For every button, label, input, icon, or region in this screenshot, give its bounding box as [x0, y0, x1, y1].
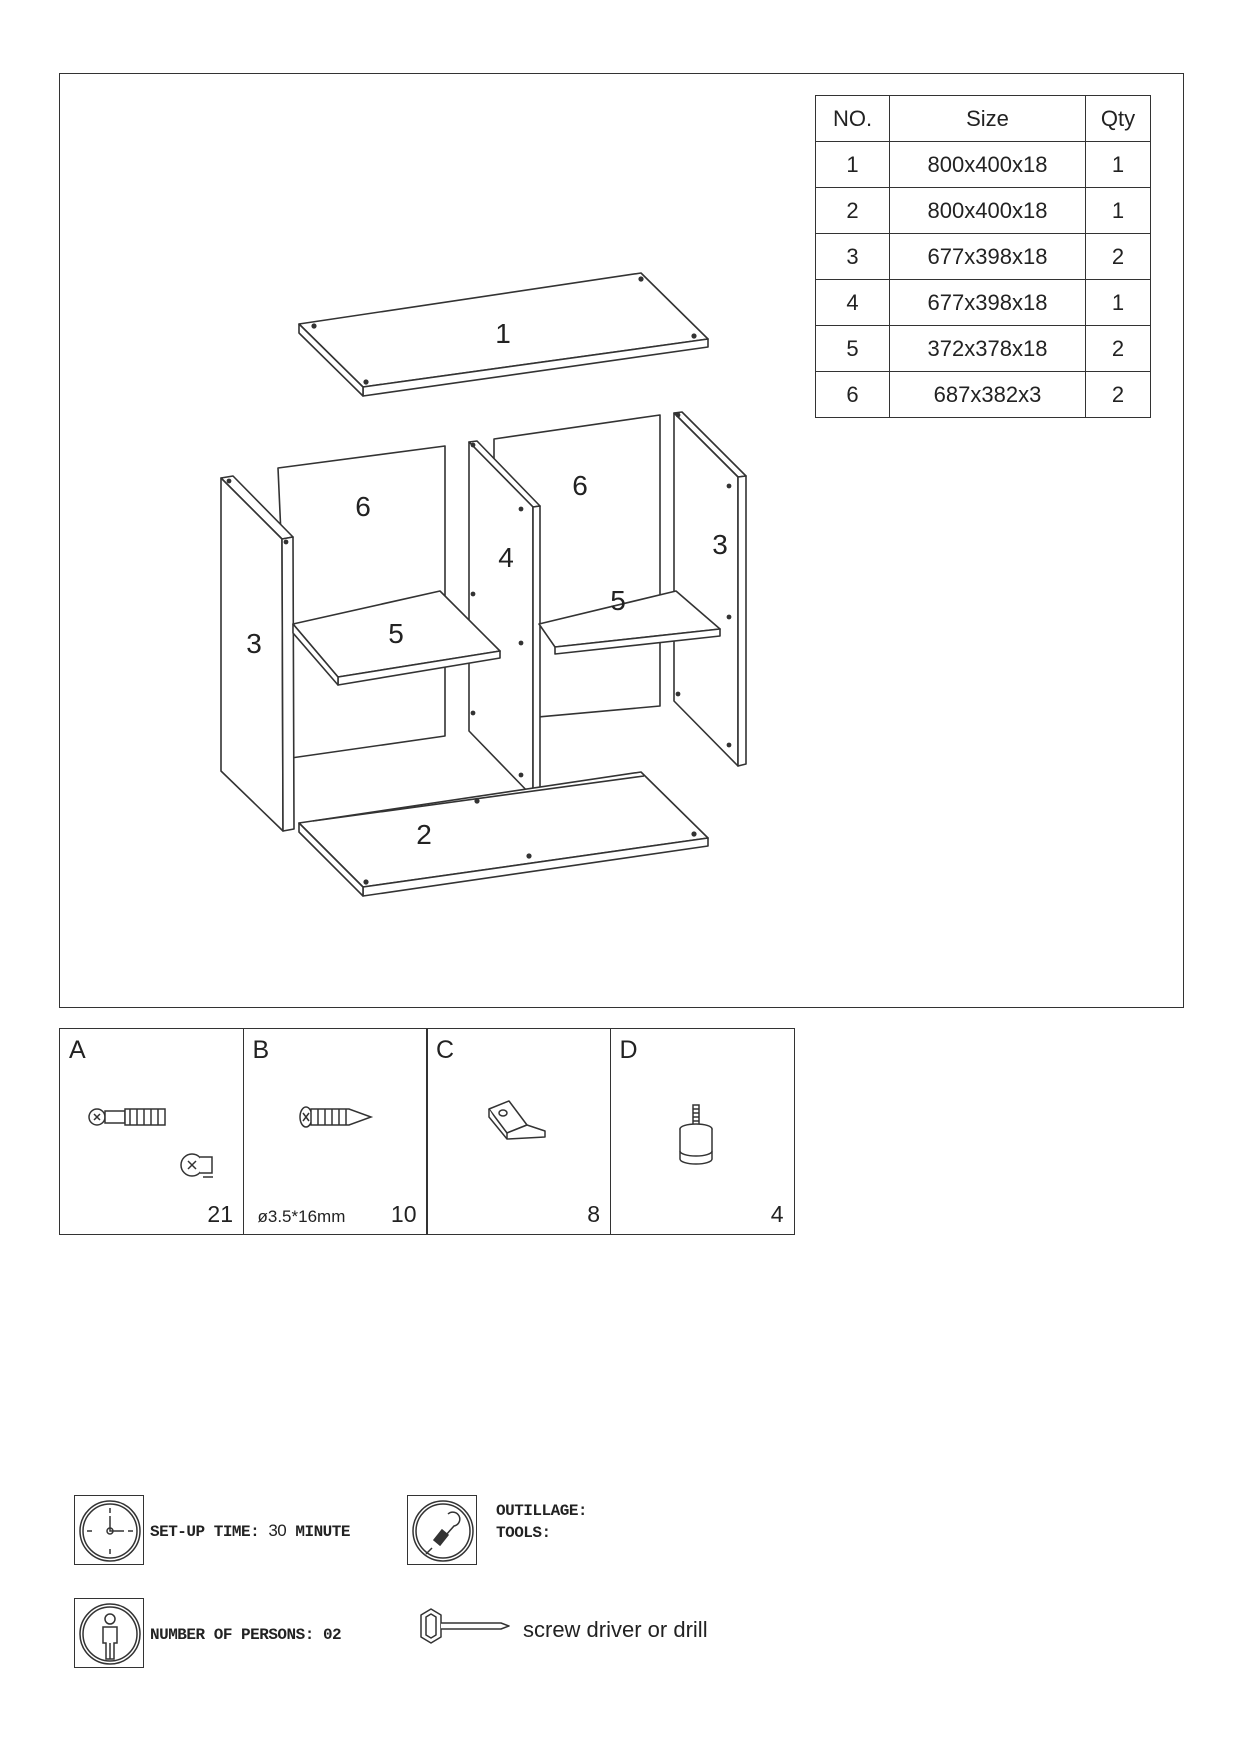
- screwdriver-icon: [418, 1605, 518, 1657]
- hardware-letter: C: [436, 1036, 455, 1064]
- hardware-qty: 21: [207, 1201, 233, 1227]
- label-right-side: 3: [712, 529, 728, 560]
- hardware-item-d: [610, 1028, 795, 1235]
- cell-qty: 1: [1086, 280, 1151, 326]
- persons-value: 02: [322, 1626, 342, 1644]
- tools-heading: [496, 1500, 587, 1544]
- cell-no: 4: [816, 280, 890, 326]
- cell-size: 372x378x18: [890, 326, 1086, 372]
- adjustable-foot-icon: [611, 1029, 796, 1236]
- setup-time: [150, 1521, 350, 1541]
- table-row: [816, 372, 1151, 418]
- table-row: [816, 326, 1151, 372]
- hardware-letter: B: [252, 1036, 270, 1064]
- label-top: 1: [495, 318, 511, 349]
- cell-no: 3: [816, 234, 890, 280]
- cell-size: 687x382x3: [890, 372, 1086, 418]
- header-size: Size: [890, 96, 1086, 142]
- hardware-qty: 10: [390, 1201, 417, 1227]
- label-left-shelf: 5: [388, 618, 404, 649]
- tools-label-fr: OUTILLAGE:: [496, 1502, 588, 1520]
- cell-no: 1: [816, 142, 890, 188]
- hardware-item-a: [59, 1028, 244, 1235]
- hardware-qty: 4: [770, 1201, 784, 1227]
- label-left-back: 6: [355, 491, 371, 522]
- cell-size: 677x398x18: [890, 280, 1086, 326]
- cell-size: 800x400x18: [890, 188, 1086, 234]
- tools-label-en: TOOLS:: [496, 1524, 551, 1542]
- label-bottom: 2: [416, 819, 432, 850]
- label-divider: 4: [498, 542, 514, 573]
- cell-no: 5: [816, 326, 890, 372]
- label-right-shelf: 5: [610, 585, 626, 616]
- table-row: [816, 142, 1151, 188]
- parts-table: [815, 95, 1151, 418]
- hardware-spec: ø3.5*16mm: [257, 1207, 346, 1226]
- cell-qty: 2: [1086, 372, 1151, 418]
- hardware-item-c: [426, 1028, 611, 1235]
- setup-time-value: 30: [268, 1521, 287, 1540]
- setup-time-label: SET-UP TIME:: [150, 1523, 260, 1541]
- persons-label: NUMBER OF PERSONS:: [150, 1626, 314, 1644]
- table-row: [816, 280, 1151, 326]
- shelf-support-icon: [427, 1029, 612, 1236]
- label-right-back: 6: [572, 470, 588, 501]
- table-row: [816, 188, 1151, 234]
- setup-time-unit: MINUTE: [295, 1523, 350, 1541]
- parts-table-header: [816, 96, 1151, 142]
- cell-size: 677x398x18: [890, 234, 1086, 280]
- hardware-letter: D: [619, 1036, 638, 1064]
- table-row: [816, 234, 1151, 280]
- cell-qty: 1: [1086, 142, 1151, 188]
- clock-icon: [74, 1495, 144, 1565]
- cell-qty: 2: [1086, 234, 1151, 280]
- hardware-item-b: [243, 1028, 428, 1235]
- cell-size: 800x400x18: [890, 142, 1086, 188]
- header-qty: Qty: [1086, 96, 1151, 142]
- hardware-letter: A: [69, 1036, 86, 1064]
- number-of-persons: [150, 1626, 341, 1644]
- tools-icon: [407, 1495, 477, 1565]
- cell-qty: 2: [1086, 326, 1151, 372]
- cell-no: 2: [816, 188, 890, 234]
- cell-qty: 1: [1086, 188, 1151, 234]
- label-left-side: 3: [246, 628, 262, 659]
- header-no: NO.: [816, 96, 890, 142]
- hardware-list: [59, 1028, 795, 1235]
- hardware-qty: 8: [587, 1201, 600, 1227]
- cell-no: 6: [816, 372, 890, 418]
- tool-name: screw driver or drill: [523, 1617, 708, 1642]
- person-icon: [74, 1598, 144, 1668]
